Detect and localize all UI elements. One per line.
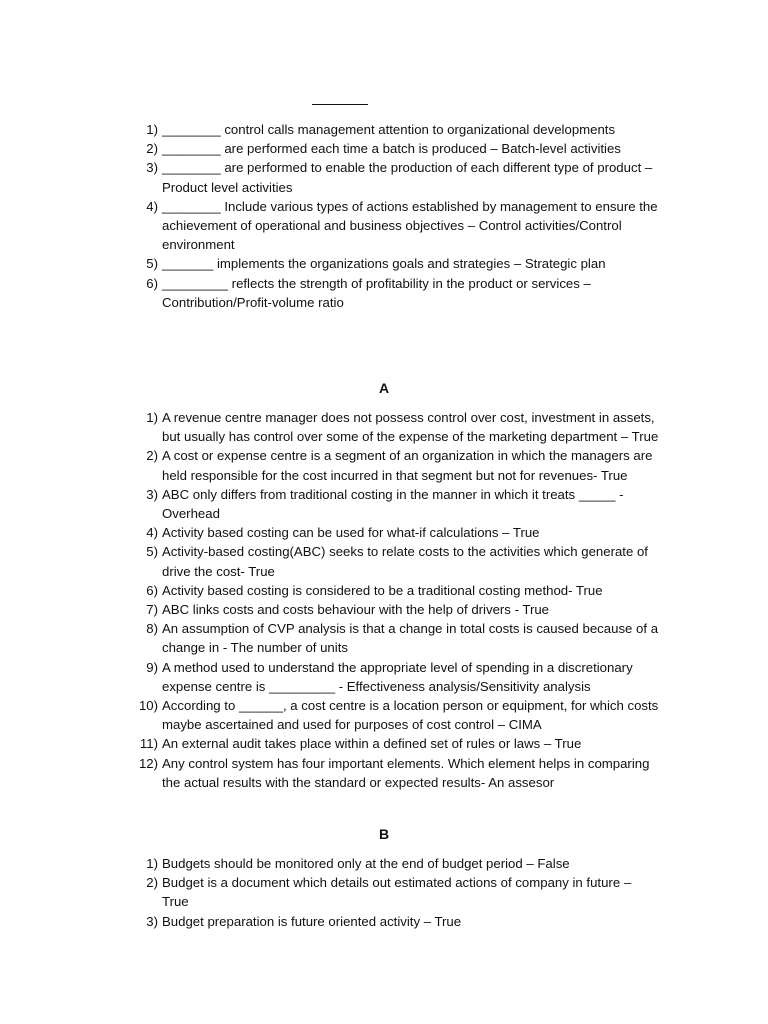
- item-text: Activity-based costing(ABC) seeks to relate costs to the activities which generate of drive the cost- True: [162, 544, 648, 579]
- item-text: _________ reflects the strength of profitability in the product or services – Contribution/Profit-volume ratio: [162, 275, 591, 310]
- item-text: ________ control calls management attention to organizational developments: [162, 122, 616, 137]
- item-number: 4): [146, 525, 158, 541]
- list-item: [120, 408, 660, 446]
- list-item: [120, 274, 660, 312]
- list-item: [120, 139, 660, 158]
- item-text: A cost or expense centre is a segment of an organization in which the managers are held responsible for the cost incurred in that segment but not for revenues- True: [162, 448, 653, 483]
- item-number: 11): [139, 736, 158, 752]
- title-blank-rule: [312, 104, 368, 105]
- item-number: 9): [146, 659, 158, 675]
- item-text: ________ are performed each time a batch is produced – Batch-level activities: [162, 141, 621, 157]
- list-item: [120, 696, 660, 734]
- item-number: 4): [146, 198, 158, 214]
- section-b-heading: B: [378, 826, 390, 842]
- item-number: 3): [146, 160, 158, 176]
- item-text: An external audit takes place within a defined set of rules or laws – True: [162, 736, 582, 752]
- list-item: [120, 600, 660, 619]
- item-text: A method used to understand the appropriate level of spending in a discretionary expense centre is _________ - Effectiveness analysis/Sensitivity analysis: [162, 659, 633, 694]
- list-item: [120, 912, 660, 931]
- list-item: [120, 854, 660, 873]
- item-number: 6): [146, 582, 158, 598]
- section-a-heading: A: [378, 380, 390, 396]
- item-number: 3): [146, 486, 158, 502]
- item-text: _______ implements the organizations goals and strategies – Strategic plan: [162, 256, 606, 272]
- item-text: Activity based costing is considered to be a traditional costing method- True: [162, 582, 603, 598]
- item-text: ________ are performed to enable the production of each different type of product – Product level activities: [162, 160, 653, 195]
- item-number: 12): [138, 755, 158, 771]
- list-item: [120, 523, 660, 542]
- item-text: ________ Include various types of actions established by management to ensure the achievement of operational and business objectives – Control activities/Control environment: [162, 198, 658, 253]
- list-item: [120, 542, 660, 580]
- list-item: [120, 581, 660, 600]
- list-item: [120, 158, 660, 196]
- item-number: 3): [146, 913, 158, 929]
- list-item: [120, 254, 660, 273]
- list-item: [120, 197, 660, 255]
- item-text: ABC only differs from traditional costing in the manner in which it treats _____ - Overhead: [162, 486, 624, 522]
- list-item: [120, 120, 660, 139]
- item-text: Any control system has four important elements. Which element helps in comparing the actual results with the standard or expected results- An assesor: [162, 755, 650, 790]
- section-a-list: [120, 408, 660, 792]
- list-item: [120, 619, 660, 657]
- item-number: 1): [146, 122, 158, 137]
- item-number: 1): [146, 410, 158, 425]
- item-text: Budget preparation is future oriented activity – True: [162, 913, 462, 929]
- item-number: 2): [146, 141, 158, 157]
- item-number: 2): [146, 448, 158, 464]
- item-text: Budget is a document which details out estimated actions of company in future – True: [162, 875, 632, 910]
- item-number: 1): [146, 856, 158, 871]
- list-item: [120, 446, 660, 484]
- list-item: [120, 734, 660, 753]
- item-number: 5): [146, 256, 158, 272]
- item-number: 10): [138, 698, 158, 714]
- item-number: 2): [146, 875, 158, 891]
- item-number: 7): [146, 602, 158, 618]
- list-item: [120, 754, 660, 792]
- item-number: 6): [146, 275, 158, 291]
- list-item: [120, 658, 660, 696]
- item-text: ABC links costs and costs behaviour with the help of drivers - True: [162, 602, 550, 618]
- list-item: [120, 485, 660, 523]
- fill-blanks-list: [120, 120, 660, 312]
- list-item: [120, 873, 660, 911]
- item-number: 5): [146, 544, 158, 560]
- item-number: 8): [146, 621, 158, 637]
- item-text: A revenue centre manager does not possess control over cost, investment in assets, but usually has control over some of the expense of the marketing department – True: [162, 410, 659, 445]
- section-b-list: [120, 854, 660, 931]
- item-text: An assumption of CVP analysis is that a change in total costs is caused because of a change in - The number of units: [162, 621, 659, 656]
- item-text: Budgets should be monitored only at the end of budget period – False: [162, 856, 570, 871]
- item-text: According to ______, a cost centre is a location person or equipment, for which costs maybe ascertained and used for purposes of cost control – CIMA: [162, 698, 659, 733]
- item-text: Activity based costing can be used for what-if calculations – True: [162, 525, 540, 541]
